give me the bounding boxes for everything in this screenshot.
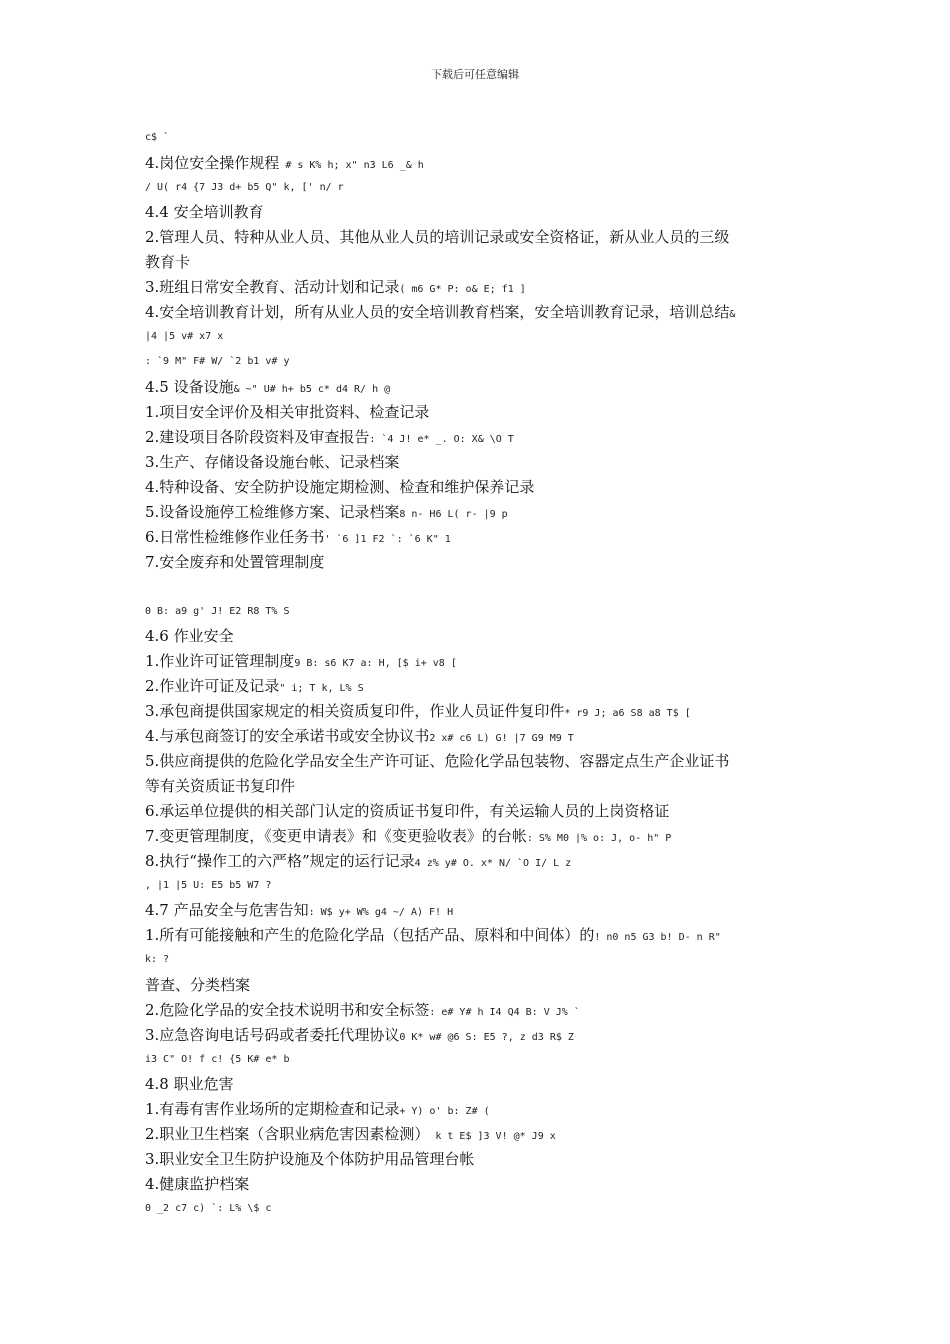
text-line xyxy=(145,801,669,821)
text-line xyxy=(145,1000,580,1023)
text-line xyxy=(145,153,424,176)
text-line xyxy=(145,726,574,749)
text-line xyxy=(145,1124,556,1147)
text-line xyxy=(145,227,729,247)
line-text: 4.7 产品安全与危害告知 xyxy=(145,901,309,919)
noise-line: / U( r4 {7 J3 d+ b5 Q" k, [' n/ r xyxy=(145,182,344,193)
text-line xyxy=(145,1025,574,1048)
noise-line: k: ? xyxy=(145,954,170,965)
line-text: 4.5 设备设施 xyxy=(145,378,234,396)
text-line xyxy=(145,377,390,400)
noise-text: # s K% h; x" n3 L6 _& h xyxy=(279,160,424,171)
noise-text: 8 n- H6 L( r- |9 p xyxy=(399,509,508,520)
line-text: 4.健康监护档案 xyxy=(145,1175,250,1193)
text-line xyxy=(145,277,526,300)
text-line xyxy=(145,701,691,724)
text-line xyxy=(145,626,234,646)
noise-line: i3 C" O! f c! {5 K# e* b xyxy=(145,1054,290,1065)
line-text: 4.特种设备、安全防护设施定期检测、检查和维护保养记录 xyxy=(145,478,535,496)
noise-line: 0 _2 c7 c) `: L% \$ c xyxy=(145,1203,272,1214)
noise-text: ! n0 n5 G3 b! D- n R" xyxy=(594,932,721,943)
text-line xyxy=(145,676,364,699)
noise-line: 0 B: a9 g' J! E2 R8 T% S xyxy=(145,606,290,617)
line-text: 教育卡 xyxy=(145,253,191,271)
noise-text: & ~" U# h+ b5 c* d4 R/ h @ xyxy=(233,384,391,395)
line-text: 4.岗位安全操作规程 xyxy=(145,154,280,172)
line-text: 普查、分类档案 xyxy=(145,976,251,994)
text-line xyxy=(145,252,190,272)
line-text: 7.安全废弃和处置管理制度 xyxy=(145,553,325,571)
line-text: 2.管理人员、特种从业人员、其他从业人员的培训记录或安全资格证，新从业人员的三级 xyxy=(145,228,730,246)
line-text: 3.生产、存储设备设施台帐、记录档案 xyxy=(145,453,400,471)
line-text: 等有关资质证书复印件 xyxy=(145,777,296,795)
line-text: 2.作业许可证及记录 xyxy=(145,677,280,695)
line-text: 1.项目安全评价及相关审批资料、检查记录 xyxy=(145,403,430,421)
line-text: 4.8 职业危害 xyxy=(145,1075,234,1093)
noise-text: ( m6 G* P: o& E; f1 ] xyxy=(399,284,526,295)
text-line xyxy=(145,527,451,550)
text-line xyxy=(145,552,324,572)
noise-text: 0 K* w# @6 S: E5 ?, z d3 R$ Z xyxy=(399,1032,574,1043)
line-text: 3.班组日常安全教育、活动计划和记录 xyxy=(145,278,400,296)
line-text: 1.有毒有害作业场所的定期检查和记录 xyxy=(145,1100,400,1118)
noise-text: k t E$ ]3 V! @* J9 x xyxy=(429,1131,556,1142)
text-line xyxy=(145,1149,474,1169)
noise-text: : `4 J! e* _. O: X& \O T xyxy=(369,434,514,445)
text-line xyxy=(145,975,250,995)
text-line xyxy=(145,651,457,674)
noise-text: + Y) o' b: Z# ( xyxy=(399,1106,490,1117)
line-text: 1.所有可能接触和产生的危险化学品（包括产品、原料和中间体）的 xyxy=(145,926,595,944)
line-text: 4.4 安全培训教育 xyxy=(145,203,264,221)
noise-line: |4 |5 v# x7 x xyxy=(145,331,224,342)
text-line xyxy=(145,402,429,422)
line-text: 4.安全培训教育计划，所有从业人员的安全培训教育档案，安全培训教育记录，培训总结 xyxy=(145,303,730,321)
text-line xyxy=(145,502,508,525)
line-text: 3.应急咨询电话号码或者委托代理协议 xyxy=(145,1026,400,1044)
line-text: 6.日常性检维修作业任务书 xyxy=(145,528,325,546)
noise-text: * r9 J; a6 S8 a8 T$ [ xyxy=(564,708,691,719)
noise-line: c$ ` xyxy=(145,132,170,143)
text-line xyxy=(145,1099,490,1122)
line-text: 2.建设项目各阶段资料及审查报告 xyxy=(145,428,370,446)
noise-text: 4 z% y# O. x* N/ `O I/ L z xyxy=(414,858,572,869)
line-text: 2.危险化学品的安全技术说明书和安全标签 xyxy=(145,1001,430,1019)
line-text: 4.6 作业安全 xyxy=(145,627,234,645)
text-line xyxy=(145,302,735,325)
noise-text: 9 B: s6 K7 a: H, [$ i+ v8 [ xyxy=(294,658,457,669)
line-text: 4.与承包商签订的安全承诺书或安全协议书 xyxy=(145,727,430,745)
text-line xyxy=(145,477,534,497)
page-header: 下载后可任意编辑 xyxy=(431,68,519,81)
line-text: 3.职业安全卫生防护设施及个体防护用品管理台帐 xyxy=(145,1150,475,1168)
text-line xyxy=(145,776,295,796)
line-text: 3.承包商提供国家规定的相关资质复印件，作业人员证件复印件 xyxy=(145,702,565,720)
noise-text: " i; T k, L% S xyxy=(279,683,364,694)
noise-text: 2 x# c6 L) G! |7 G9 M9 T xyxy=(429,733,574,744)
line-text: 7.变更管理制度，《变更申请表》和《变更验收表》的台帐 xyxy=(145,827,527,845)
noise-text: ' `6 ]1 F2 `: `6 K" 1 xyxy=(324,534,451,545)
noise-text: : e# Y# h I4 Q4 B: V J% ` xyxy=(429,1007,580,1018)
line-text: 8.执行“操作工的六严格”规定的运行记录 xyxy=(145,852,415,870)
text-line xyxy=(145,1074,234,1094)
text-line xyxy=(145,751,729,771)
text-line xyxy=(145,826,671,849)
text-line xyxy=(145,427,514,450)
text-line xyxy=(145,851,571,874)
noise-text: : S% M0 |% o: J, o- h" P xyxy=(526,833,672,844)
text-line xyxy=(145,1174,249,1194)
text-line xyxy=(145,452,399,472)
line-text: 1.作业许可证管理制度 xyxy=(145,652,295,670)
line-text: 2.职业卫生档案（含职业病危害因素检测） xyxy=(145,1125,430,1143)
line-text: 6.承运单位提供的相关部门认定的资质证书复印件，有关运输人员的上岗资格证 xyxy=(145,802,670,820)
noise-line: , |1 |5 U: E5 b5 W7 ? xyxy=(145,880,272,891)
noise-text: & xyxy=(729,309,736,320)
text-line xyxy=(145,202,264,222)
text-line xyxy=(145,925,721,948)
line-text: 5.供应商提供的危险化学品安全生产许可证、危险化学品包装物、容器定点生产企业证书 xyxy=(145,752,730,770)
noise-text: : W$ y+ W% g4 ~/ A) F! H xyxy=(308,907,454,918)
text-line xyxy=(145,900,453,923)
line-text: 5.设备设施停工检维修方案、记录档案 xyxy=(145,503,400,521)
noise-line: : `9 M" F# W/ `2 b1 v# y xyxy=(145,356,290,367)
